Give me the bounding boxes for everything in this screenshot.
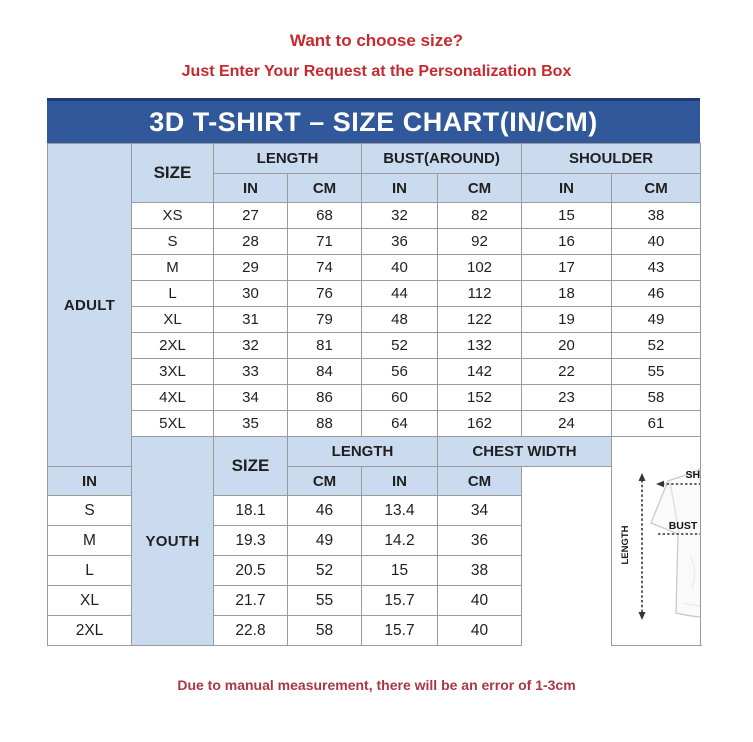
tshirt-diagram-cell <box>612 437 753 646</box>
size-cell: L <box>48 556 132 586</box>
value-cell: 15.7 <box>362 586 438 616</box>
table-row <box>48 385 701 411</box>
value-cell: 64 <box>362 411 438 437</box>
value-cell: 76 <box>288 281 362 307</box>
length-measure-label: LENGTH <box>620 525 632 565</box>
value-cell: 60 <box>362 385 438 411</box>
size-chart-title-bar <box>47 98 700 143</box>
value-cell: 46 <box>288 496 362 526</box>
size-cell: 2XL <box>48 616 132 646</box>
value-cell: 55 <box>612 359 701 385</box>
value-cell: 81 <box>288 333 362 359</box>
size-chart-title: 3D T-SHIRT – SIZE CHART(IN/CM) <box>149 106 598 137</box>
size-cell: XL <box>48 586 132 616</box>
adult-length-header: LENGTH <box>214 144 362 174</box>
value-cell: 38 <box>438 556 522 586</box>
size-cell: S <box>48 496 132 526</box>
size-cell: 4XL <box>132 385 214 411</box>
table-row <box>48 411 701 437</box>
value-cell: 56 <box>362 359 438 385</box>
value-cell: 13.4 <box>362 496 438 526</box>
value-cell: 38 <box>612 203 701 229</box>
value-cell: 21.7 <box>214 586 288 616</box>
value-cell: 88 <box>288 411 362 437</box>
size-chart-table <box>47 143 753 646</box>
unit-header: IN <box>48 467 132 496</box>
table-row <box>48 359 701 385</box>
size-cell: XS <box>132 203 214 229</box>
size-cell: 2XL <box>132 333 214 359</box>
unit-header: CM <box>438 174 522 203</box>
adult-header-row-groups <box>48 144 701 174</box>
shoulder-measure-label: SHOULDER <box>685 469 745 481</box>
value-cell: 15.7 <box>362 616 438 646</box>
table-row <box>48 307 701 333</box>
size-cell: XL <box>132 307 214 333</box>
value-cell: 58 <box>288 616 362 646</box>
table-row <box>48 333 701 359</box>
value-cell: 92 <box>438 229 522 255</box>
value-cell: 36 <box>438 526 522 556</box>
value-cell: 34 <box>214 385 288 411</box>
value-cell: 17 <box>522 255 612 281</box>
size-cell: M <box>48 526 132 556</box>
value-cell: 40 <box>438 586 522 616</box>
value-cell: 16 <box>522 229 612 255</box>
value-cell: 15 <box>522 203 612 229</box>
value-cell: 27 <box>214 203 288 229</box>
footnote: Due to manual measurement, there will be an error of 1-3cm <box>177 677 576 693</box>
value-cell: 102 <box>438 255 522 281</box>
value-cell: 58 <box>612 385 701 411</box>
value-cell: 162 <box>438 411 522 437</box>
value-cell: 35 <box>214 411 288 437</box>
size-cell: L <box>132 281 214 307</box>
value-cell: 23 <box>522 385 612 411</box>
value-cell: 61 <box>612 411 701 437</box>
table-row <box>48 255 701 281</box>
value-cell: 132 <box>438 333 522 359</box>
value-cell: 49 <box>612 307 701 333</box>
value-cell: 71 <box>288 229 362 255</box>
value-cell: 30 <box>214 281 288 307</box>
value-cell: 20 <box>522 333 612 359</box>
value-cell: 49 <box>288 526 362 556</box>
value-cell: 68 <box>288 203 362 229</box>
youth-size-header: SIZE <box>214 437 288 496</box>
value-cell: 18 <box>522 281 612 307</box>
value-cell: 40 <box>612 229 701 255</box>
value-cell: 52 <box>288 556 362 586</box>
unit-header: IN <box>214 174 288 203</box>
value-cell: 48 <box>362 307 438 333</box>
unit-header: IN <box>522 174 612 203</box>
value-cell: 14.2 <box>362 526 438 556</box>
adult-section-label: ADULT <box>48 144 132 467</box>
tshirt-illustration <box>612 437 753 644</box>
value-cell: 36 <box>362 229 438 255</box>
value-cell: 122 <box>438 307 522 333</box>
value-cell: 74 <box>288 255 362 281</box>
value-cell: 55 <box>288 586 362 616</box>
value-cell: 19.3 <box>214 526 288 556</box>
value-cell: 22.8 <box>214 616 288 646</box>
value-cell: 33 <box>214 359 288 385</box>
size-cell: S <box>132 229 214 255</box>
adult-size-header: SIZE <box>132 144 214 203</box>
value-cell: 40 <box>438 616 522 646</box>
value-cell: 52 <box>612 333 701 359</box>
value-cell: 40 <box>362 255 438 281</box>
unit-header: IN <box>362 467 438 496</box>
unit-header: IN <box>362 174 438 203</box>
value-cell: 46 <box>612 281 701 307</box>
value-cell: 52 <box>362 333 438 359</box>
unit-header: CM <box>438 467 522 496</box>
value-cell: 29 <box>214 255 288 281</box>
value-cell: 112 <box>438 281 522 307</box>
value-cell: 86 <box>288 385 362 411</box>
value-cell: 24 <box>522 411 612 437</box>
table-row <box>48 229 701 255</box>
value-cell: 32 <box>362 203 438 229</box>
value-cell: 43 <box>612 255 701 281</box>
youth-chest-width-header: CHEST WIDTH <box>438 437 612 467</box>
value-cell: 84 <box>288 359 362 385</box>
value-cell: 44 <box>362 281 438 307</box>
value-cell: 82 <box>438 203 522 229</box>
value-cell: 20.5 <box>214 556 288 586</box>
promo-line-2: Just Enter Your Request at the Personalization Box <box>181 63 572 80</box>
value-cell: 15 <box>362 556 438 586</box>
unit-header: CM <box>288 174 362 203</box>
bust-measure-label: BUST (AROUND) <box>668 520 753 532</box>
youth-length-header: LENGTH <box>288 437 438 467</box>
value-cell: 31 <box>214 307 288 333</box>
value-cell: 34 <box>438 496 522 526</box>
size-cell: M <box>132 255 214 281</box>
size-cell: 3XL <box>132 359 214 385</box>
value-cell: 79 <box>288 307 362 333</box>
value-cell: 32 <box>214 333 288 359</box>
youth-section-label: YOUTH <box>132 437 214 646</box>
table-row <box>48 203 701 229</box>
unit-header: CM <box>612 174 701 203</box>
unit-header: CM <box>288 467 362 496</box>
adult-bust-header: BUST(AROUND) <box>362 144 522 174</box>
value-cell: 18.1 <box>214 496 288 526</box>
adult-shoulder-header: SHOULDER <box>522 144 701 174</box>
table-row <box>48 281 701 307</box>
size-cell: 5XL <box>132 411 214 437</box>
value-cell: 22 <box>522 359 612 385</box>
youth-header-row-groups <box>48 437 701 467</box>
value-cell: 28 <box>214 229 288 255</box>
value-cell: 152 <box>438 385 522 411</box>
promo-line-1: Want to choose size? <box>289 31 464 50</box>
length-arrow-icon <box>639 473 646 620</box>
value-cell: 19 <box>522 307 612 333</box>
value-cell: 142 <box>438 359 522 385</box>
